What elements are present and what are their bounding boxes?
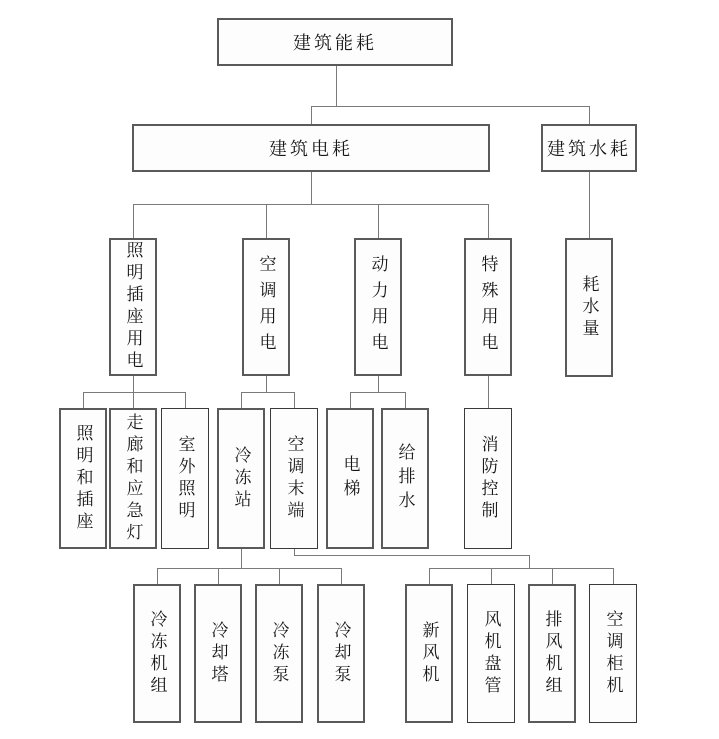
node-building-electricity (132, 124, 490, 172)
connector (241, 392, 295, 393)
connector (157, 568, 158, 584)
connector (378, 204, 379, 238)
node-label: 空调柜机 (603, 609, 623, 698)
connector (378, 376, 379, 392)
connector (133, 376, 134, 392)
node-exhaust-air-unit (528, 584, 576, 723)
node-hvac-terminal (270, 408, 318, 549)
connector (241, 549, 242, 568)
node-label: 空调末端 (284, 434, 304, 523)
connector (294, 392, 295, 408)
connector (613, 568, 614, 584)
connector (241, 392, 242, 408)
node-lighting-and-sockets (59, 408, 107, 549)
node-fresh-air-unit (405, 584, 453, 723)
node-elevator (326, 408, 374, 549)
node-power-electricity (354, 238, 402, 376)
node-label: 建筑能耗 (293, 33, 377, 53)
connector (133, 204, 134, 238)
connector (552, 568, 553, 584)
connector (218, 568, 219, 584)
connector (83, 392, 186, 393)
connector (294, 555, 530, 556)
node-cooling-water-pump (317, 584, 365, 723)
connector (279, 568, 280, 584)
node-label: 给排水 (395, 442, 415, 515)
connector (133, 204, 489, 205)
node-label: 照明和插座 (73, 423, 93, 534)
node-label: 冷却塔 (208, 620, 228, 687)
connector (589, 106, 590, 124)
connector (350, 392, 351, 408)
node-label: 走廊和应急灯 (123, 412, 143, 545)
node-water-consumption (565, 238, 613, 377)
node-building-energy (217, 18, 453, 66)
connector (341, 568, 342, 584)
node-chiller-units (133, 584, 181, 723)
node-label: 冷冻站 (231, 445, 251, 512)
connector (266, 204, 267, 238)
node-hvac-electricity (242, 238, 290, 376)
connector (488, 376, 489, 408)
node-lighting-socket-electricity (109, 238, 157, 376)
connector (83, 392, 84, 408)
connector (311, 106, 312, 124)
node-ac-cabinet-unit (589, 584, 637, 723)
node-label: 冷却泵 (331, 620, 351, 687)
node-chilled-water-pump (255, 584, 303, 723)
connector (350, 392, 406, 393)
node-label: 消防控制 (478, 434, 498, 523)
node-corridor-emergency-lights (109, 408, 157, 549)
node-label: 空调用电 (256, 255, 276, 359)
node-label: 建筑电耗 (269, 139, 353, 159)
node-outdoor-lighting (161, 408, 209, 549)
node-label: 排风机组 (542, 609, 562, 698)
connector (157, 568, 342, 569)
connector (311, 106, 590, 107)
node-fan-coil-unit (467, 584, 515, 723)
connector (529, 555, 530, 569)
node-label: 风机盘管 (481, 609, 501, 698)
connector (429, 568, 430, 584)
connector (336, 66, 337, 106)
connector (311, 172, 312, 204)
node-water-supply-drainage (381, 408, 429, 549)
node-label: 电梯 (340, 454, 360, 503)
connector (491, 568, 492, 584)
node-special-electricity (464, 238, 512, 376)
node-label: 特殊用电 (478, 255, 498, 359)
node-chiller-station (217, 408, 265, 549)
connector (429, 568, 614, 569)
connector (405, 392, 406, 408)
node-label: 照明插座用电 (123, 241, 143, 373)
connector (185, 392, 186, 408)
node-label: 动力用电 (368, 255, 388, 359)
node-fire-control (464, 408, 512, 549)
node-label: 新风机 (419, 620, 439, 687)
node-label: 冷冻机组 (147, 609, 167, 698)
node-label: 冷冻泵 (269, 620, 289, 687)
node-cooling-tower (194, 584, 242, 723)
node-label: 耗水量 (579, 274, 599, 341)
node-building-water (541, 124, 637, 172)
connector (488, 204, 489, 238)
connector (589, 172, 590, 238)
node-label: 室外照明 (175, 434, 195, 523)
node-label: 建筑水耗 (547, 139, 631, 159)
connector (266, 376, 267, 392)
connector (133, 392, 134, 408)
